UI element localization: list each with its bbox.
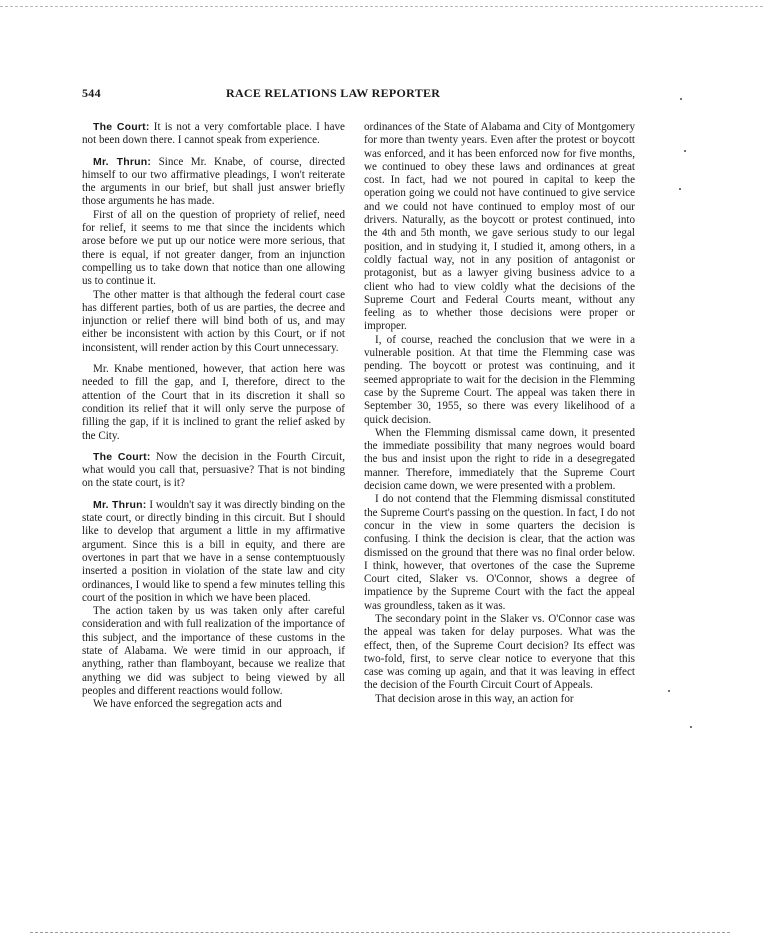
paragraph xyxy=(82,451,345,491)
paragraph xyxy=(82,209,345,289)
speaker-label: The Court: xyxy=(93,450,151,463)
page-number: 544 xyxy=(82,86,101,100)
paragraph-text: That decision arose in this way, an action for xyxy=(375,692,574,705)
speech-text: I wouldn't say it was directly binding on the state court, or directly binding in this circuit. But I should like to develop that argument a little in my affirmative argument. Since this is a bill in equity, and there are overtones in part that we have in a sense contemptuously inserted a position in violation of the state law and city ordinances, I would like to spend a few minutes telling this court of the position in which we have been placed. xyxy=(82,498,345,604)
paragraph xyxy=(364,121,635,334)
paragraph xyxy=(82,698,345,711)
speaker-label: The Court: xyxy=(93,121,150,133)
speech-text: First of all on the question of propriety of relief, need for relief, it seems to me that since the incidents which arose before we put up our notice were more serious, that there is equal, if not greater danger, from an injunction compelling us to take down that notice than one allowing us to continue it. xyxy=(82,208,345,288)
speaker-label: Mr. Thrun: xyxy=(93,498,147,511)
scan-speck xyxy=(690,726,692,728)
speaker-label: Mr. Thrun: xyxy=(93,155,152,168)
speech-text: Now the decision in the Fourth Circuit, what would you call that, persuasive? That is not binding on the state court, is it? xyxy=(82,450,345,490)
paragraph-text: I, of course, reached the conclusion that we were in a vulnerable position. At that time the Flemming case was pending. The boycott or protest was continuing, and it seemed appropriate to wait for the decision in the Flemming case by the Supreme Court. The appeal was taken there in September 30, 1955, so there was every likelihood of a quick decision. xyxy=(364,333,635,426)
paragraph xyxy=(82,363,345,443)
scan-speck xyxy=(679,188,681,190)
speech-text: The action taken by us was taken only after careful consideration and with full realization of the importance of this subject, and the importance of these customs in the state of Alabama. We were timid in our approach, if anything, rather than flamboyant, because we realize that anything we did was subject to being viewed by all peoples and different reactions would follow. xyxy=(82,605,345,697)
speech-text: Since Mr. Knabe, of course, directed himself to our two affirmative pleadings, I won't reiterate the arguments in our brief, but shall just answer briefly those arguments he has made. xyxy=(82,155,346,208)
bottom-scan-edge xyxy=(30,932,730,933)
paragraph-text: When the Flemming dismissal came down, it presented the immediate possibility that many negroes would board the bus and insist upon the right to ride in a desegregated manner. Therefore, immediately that the Supreme Court decision came down, we were presented with a problem. xyxy=(364,426,635,493)
scan-speck xyxy=(668,690,670,692)
paragraph xyxy=(364,334,635,427)
scan-speck xyxy=(684,150,686,152)
running-head: RACE RELATIONS LAW REPORTER xyxy=(226,86,441,100)
speech-text: The other matter is that although the federal court case has different parties, both of us are parties, the decree and injunction or relief there will bind both of us, and may either be inconsistent with action by this Court, or if not inconsistent, will render action by this Court unnecessary. xyxy=(82,288,345,354)
paragraph-text: The secondary point in the Slaker vs. O'Connor case was the appeal was taken for delay purposes. What was the effect, then, of the Supreme Court decision? Its effect was two-fold, first, to serve clear notice to everyone that this case was coming up again, and that it was leaving in effect the decision of the Fourth Circuit Court of Appeals. xyxy=(364,612,635,692)
paragraph xyxy=(82,605,345,698)
speech-text: It is not a very comfortable place. I have not been down there. I cannot speak from experience. xyxy=(82,121,345,147)
paragraph-text: I do not contend that the Flemming dismissal constituted the Supreme Court's passing on the question. In fact, I do not concur in the view in some quarters the decision is confusing. I think the decision is clear, that the action was dismissed on the ground that there was no final order below. I think, however, that overtones of the case the Supreme Court cited, Slaker vs. O'Connor, shows a degree of impatience by the Supreme Court with the fact the appeal was groundless, taken as it was. xyxy=(364,493,635,612)
paragraph xyxy=(364,693,635,706)
paragraph xyxy=(364,427,635,493)
paragraph xyxy=(82,289,345,355)
paragraph xyxy=(364,493,635,613)
scan-speck xyxy=(680,98,682,100)
speech-text: We have enforced the segregation acts and xyxy=(93,698,282,711)
paragraph xyxy=(82,156,345,209)
paragraph xyxy=(364,613,635,693)
page-header xyxy=(82,86,644,102)
top-scan-edge xyxy=(0,6,763,7)
right-column xyxy=(364,121,635,706)
paragraph-text: ordinances of the State of Alabama and City of Montgomery for more than twenty years. Even after the protest or boycott was enforced, and it has been enforced now for five months, we continued to obey these laws and ordinances at great cost. In fact, had we not poured in capital to keep the operation going we could not have continued to give service and we could not have continued to employ most of our drivers. Naturally, as the boycott or protest continued, into the 4th and 5th month, we gave serious study to our legal position, and in studying it, I studied it, among others, in a coldly factual way, not in any position of antagonist or protagonist, but as a lawyer giving business advice to a client who had to view coldly what the decisions of the Supreme Court and Federal Courts meant, without any feeling as to whether those decisions were proper or improper. xyxy=(364,121,635,333)
paragraph xyxy=(82,121,345,148)
left-column xyxy=(82,121,345,711)
paragraph xyxy=(82,499,345,605)
speech-text: Mr. Knabe mentioned, however, that action here was needed to fill the gap, and I, therefore, direct to the attention of the Court that in its discretion it shall so condition its relief that it will only serve the purpose of filling the gap, if it is inclined to grant the relief asked by the City. xyxy=(82,363,345,442)
